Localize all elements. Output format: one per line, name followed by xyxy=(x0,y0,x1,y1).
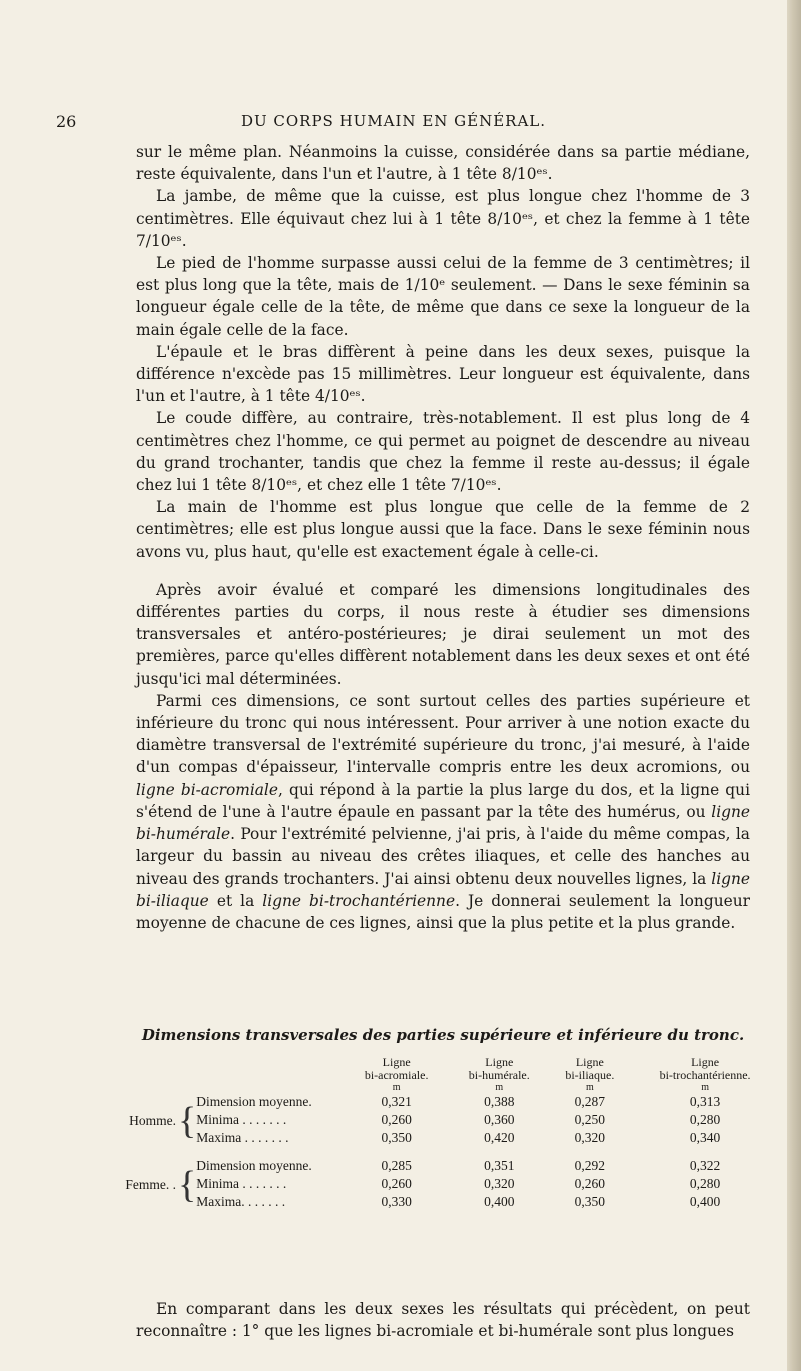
brace-icon: { xyxy=(178,1100,197,1142)
dimensions-table xyxy=(120,1056,780,1212)
brace-icon: { xyxy=(178,1164,197,1206)
text-segment: et la xyxy=(208,891,263,910)
table-row xyxy=(120,1112,780,1130)
table-cell: 0,400 xyxy=(484,1194,515,1209)
paragraph-lignes xyxy=(136,690,750,934)
text-segment: . Je donnerai seulement la longueur moyenne de chacune de ces lignes, ainsi que la plus petite et la plus grande. xyxy=(136,891,750,932)
paragraph-coude: Le coude diffère, au contraire, très-notablement. Il est plus long de 4 centimètres chez l'homme, ce qui permet au poignet de descendre au niveau du grand trochanter, tandis que chez la femme il reste au-dessus; il égale chez lui 1 tête 8/10ᵉˢ, et chez elle 1 tête 7/10ᵉˢ. xyxy=(136,409,750,495)
table-cell: 0,250 xyxy=(574,1112,606,1127)
table-cell: 0,320 xyxy=(574,1130,606,1145)
table-cell: 0,350 xyxy=(574,1194,606,1209)
column-header: Ligne bi-acromiale. xyxy=(364,1055,429,1082)
group-label-homme: Homme. xyxy=(129,1113,176,1128)
table-cell: 0,285 xyxy=(381,1158,412,1173)
term-bi-acromiale: ligne bi-acromiale xyxy=(136,780,278,799)
paragraph-cuisse: sur le même plan. Néanmoins la cuisse, considérée dans sa partie médiane, reste équivalente, dans l'un et l'autre, à 1 tête 8/10ᵉˢ. xyxy=(136,143,750,184)
table-row xyxy=(120,1130,780,1148)
paragraph-epaule: L'épaule et le bras diffèrent à peine dans les deux sexes, puisque la différence n'excède pas 15 millimètres. Leur longueur est équivalente, dans l'un et l'autre, à 1 tête 4/10ᵉˢ. xyxy=(136,342,750,406)
table-cell: 0,292 xyxy=(574,1158,606,1173)
row-label: Dimension moyenne. xyxy=(196,1094,312,1109)
table-cell: 0,400 xyxy=(689,1194,721,1209)
term-bi-iliaque: ligne bi-iliaque xyxy=(136,869,750,910)
table-cell: 0,340 xyxy=(689,1130,721,1145)
table-caption: Dimensions transversales des parties supérieure et inférieure du tronc. xyxy=(141,1026,745,1044)
table-cell: 0,260 xyxy=(574,1176,606,1191)
table-cell: 0,322 xyxy=(689,1158,721,1173)
page-number: 26 xyxy=(56,112,77,131)
table-cell: 0,388 xyxy=(484,1094,515,1109)
paragraph-pied: Le pied de l'homme surpasse aussi celui de la femme de 3 centimètres; il est plus long que la tête, mais de 1/10ᵉ seulement. — Dans le sexe féminin sa longueur égale celle de la tête, de même que dans ce sexe la longueur de la main égale celle de la face. xyxy=(136,254,750,339)
row-label: Minima . . . . . . . xyxy=(196,1112,287,1127)
table-cell: 0,260 xyxy=(381,1176,412,1191)
unit-label: m xyxy=(495,1082,504,1093)
table-cell: 0,280 xyxy=(689,1176,721,1191)
term-bi-humerale: ligne bi-humérale xyxy=(136,802,750,844)
table-cell: 0,320 xyxy=(484,1176,515,1191)
table-header-row xyxy=(120,1056,780,1082)
table-cell: 0,321 xyxy=(381,1094,412,1109)
column-header: Ligne bi-trochantérienne. xyxy=(659,1055,751,1082)
row-label: Dimension moyenne. xyxy=(196,1158,312,1173)
column-header: Ligne bi-humérale. xyxy=(468,1055,530,1082)
unit-label: m xyxy=(701,1082,709,1093)
text-segment: Parmi ces dimensions, ce sont surtout celles des parties supérieure et inférieure du tronc qui nous intéressent. Pour arriver à une notion exacte du diamètre transversal de l'extrémité supérieure du tronc, j'ai mesuré, à l'aide d'un compas d'épaisseur, l'intervalle compris entre les deux acromions, ou xyxy=(136,691,750,777)
table-row xyxy=(120,1176,780,1194)
column-header: Ligne bi-iliaque. xyxy=(565,1055,615,1082)
footer-text xyxy=(136,1298,750,1342)
table-cell: 0,287 xyxy=(574,1094,606,1109)
text-segment: . Pour l'extrémité pelvienne, j'ai pris, à l'aide du même compas, la largeur du bassin au niveau des crêtes iliaques, et celle des hanches au niveau des grands trochanters. J'ai ainsi obtenu deux nouvelles lignes, la xyxy=(136,825,750,888)
table-cell: 0,313 xyxy=(689,1094,721,1109)
paragraph-dimensions-intro: Après avoir évalué et comparé les dimensions longitudinales des différentes parties du corps, il nous reste à étudier ses dimensions transversales et antéro-postérieures; je dirai seulement un mot des premières, parce qu'elles diffèrent notablement dans les deux sexes et ont été jusqu'ici mal déterminées. xyxy=(136,580,750,688)
row-label: Maxima. . . . . . . xyxy=(196,1194,286,1209)
table-cell: 0,351 xyxy=(484,1158,515,1173)
table-row xyxy=(120,1094,780,1112)
unit-row xyxy=(120,1082,780,1094)
paragraph-main: La main de l'homme est plus longue que celle de la femme de 2 centimètres; elle est plus longue aussi que la face. Dans le sexe féminin nous avons vu, plus haut, qu'elle est exactement égale à celle-ci. xyxy=(136,498,750,561)
unit-label: m xyxy=(392,1082,401,1093)
unit-label: m xyxy=(585,1082,594,1093)
table-cell: 0,350 xyxy=(381,1130,412,1145)
row-label: Maxima . . . . . . . xyxy=(196,1130,289,1145)
table-separator xyxy=(120,1148,780,1158)
page-header xyxy=(0,106,787,136)
row-label: Minima . . . . . . . xyxy=(196,1176,287,1191)
text-segment: , qui répond à la partie la plus large du dos, et la ligne qui s'étend de l'une à l'autre épaule en passant par la tête des humérus, ou xyxy=(136,780,750,821)
table-cell: 0,280 xyxy=(689,1112,721,1127)
group-label-femme: Femme. . xyxy=(125,1177,176,1192)
table-cell: 0,330 xyxy=(381,1194,412,1209)
running-title: DU CORPS HUMAIN EN GÉNÉRAL. xyxy=(240,112,547,130)
table-row xyxy=(120,1194,780,1212)
body-text xyxy=(136,141,750,934)
table-row xyxy=(120,1158,780,1176)
table-cell: 0,420 xyxy=(484,1130,515,1145)
paragraph-jambe: La jambe, de même que la cuisse, est plus longue chez l'homme de 3 centimètres. Elle équivaut chez lui à 1 tête 8/10ᵉˢ, et chez la femme à 1 tête 7/10ᵉˢ. xyxy=(136,187,750,250)
table-cell: 0,360 xyxy=(484,1112,515,1127)
paragraph-comparaison: En comparant dans les deux sexes les résultats qui précèdent, on peut reconnaître : 1° que les lignes bi-acromiale et bi-humérale sont plus longues xyxy=(136,1300,750,1341)
term-bi-trochanterienne: ligne bi-trochantérienne xyxy=(262,891,456,910)
table-cell: 0,260 xyxy=(381,1112,412,1127)
page-edge xyxy=(787,0,801,1371)
